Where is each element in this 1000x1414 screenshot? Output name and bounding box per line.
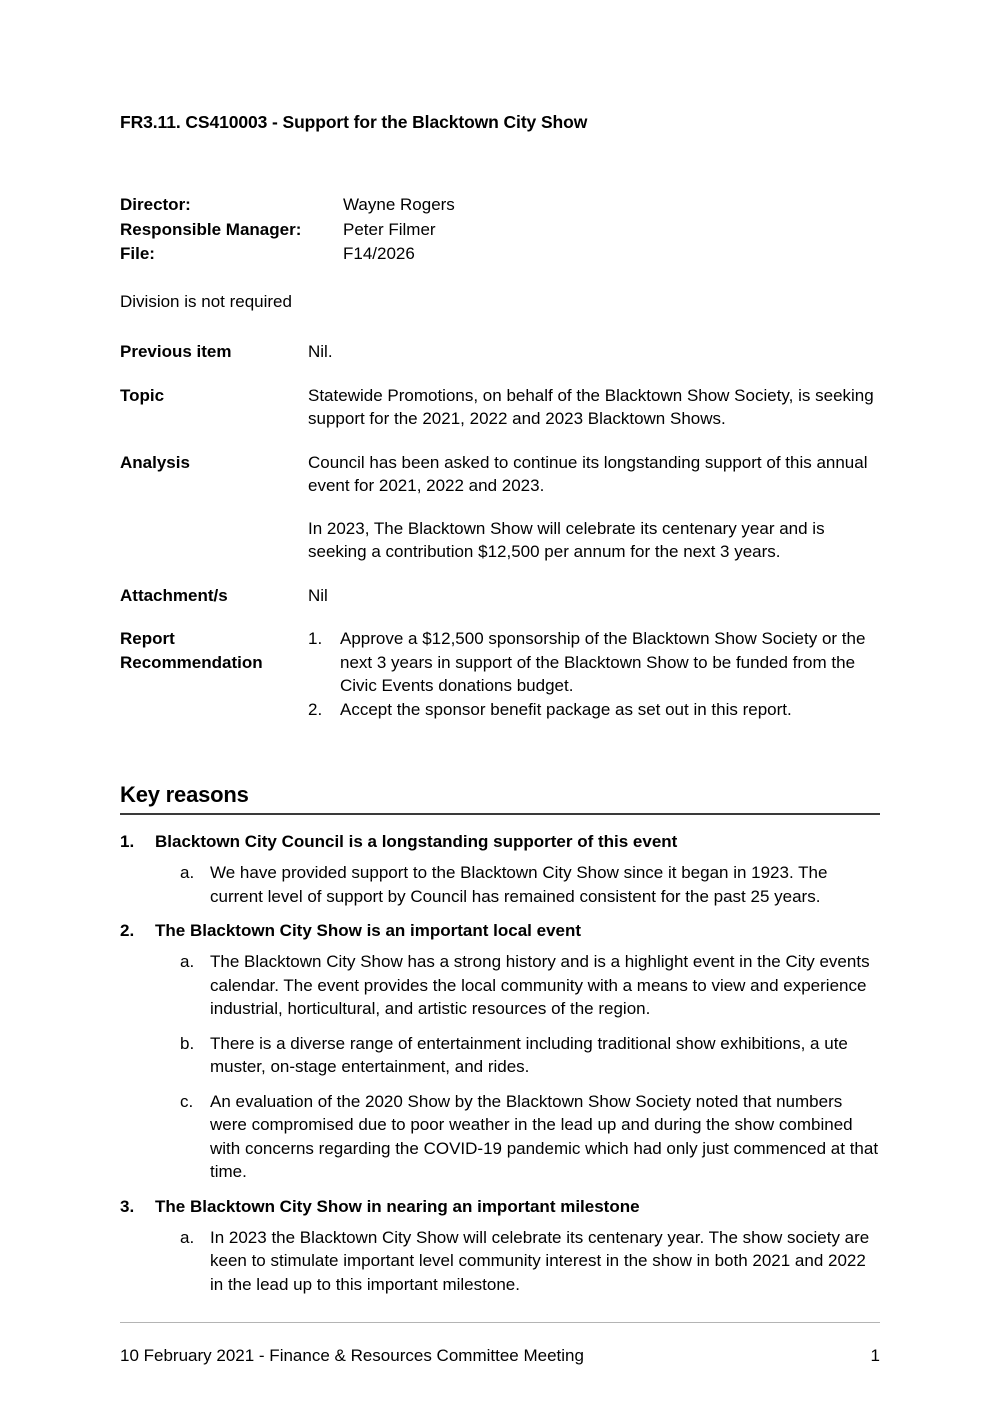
list-text: There is a diverse range of entertainment including traditional show exhibitions, a ute muster, on-stage entertainment, and rides. xyxy=(210,1033,848,1076)
list-item xyxy=(120,861,880,908)
key-reason-3 xyxy=(120,1195,880,1297)
meta-value-file: F14/2026 xyxy=(343,244,415,263)
field-body-report-recommendation xyxy=(308,627,880,721)
field-label-topic: Topic xyxy=(120,385,165,405)
meta-label-file: File: xyxy=(120,244,155,263)
field-paragraph: Nil xyxy=(308,585,328,605)
list-text: Blacktown City Council is a longstanding supporter of this event xyxy=(155,832,678,851)
field-label-analysis: Analysis xyxy=(120,452,190,472)
page-title: FR3.11. CS410003 - Support for the Blacktown City Show xyxy=(120,112,588,132)
field-attachments xyxy=(120,584,880,608)
section-heading-label: Key reasons xyxy=(120,782,249,807)
meta-row-file xyxy=(120,242,880,267)
meta-value-responsible-manager: Peter Filmer xyxy=(343,219,436,239)
field-list xyxy=(120,340,880,741)
field-previous-item xyxy=(120,340,880,364)
field-body-analysis xyxy=(308,451,880,564)
footer-meeting-label: 10 February 2021 - Finance & Resources Committee Meeting xyxy=(120,1346,584,1365)
field-paragraph: In 2023, The Blacktown Show will celebrate its centenary year and is seeking a contribution $12,500 per annum for the next 3 years. xyxy=(308,518,825,561)
list-marker: b. xyxy=(180,1033,195,1053)
meta-label-responsible-manager: Responsible Manager: xyxy=(120,219,302,239)
list-text: Accept the sponsor benefit package as set out in this report. xyxy=(340,699,792,719)
field-analysis xyxy=(120,451,880,564)
heading-divider xyxy=(120,813,880,815)
list-marker: a. xyxy=(180,863,195,882)
list-text: The Blacktown City Show in nearing an important milestone xyxy=(155,1196,640,1216)
recommendation-list xyxy=(308,627,880,721)
list-marker: 3. xyxy=(120,1196,135,1216)
list-item xyxy=(120,1090,880,1184)
meta-block xyxy=(120,193,880,267)
meta-label-director: Director: xyxy=(120,195,191,214)
list-marker: 2. xyxy=(120,921,135,940)
field-body-attachments xyxy=(308,584,880,608)
field-paragraph: Council has been asked to continue its longstanding support of this annual event for 2021, 2022 and 2023. xyxy=(308,452,868,495)
key-reason-sub-list xyxy=(120,1226,880,1297)
list-item xyxy=(308,627,880,698)
list-text: The Blacktown City Show has a strong history and is a highlight event in the City events calendar. The event provides the local community with a means to view and experience industrial, horticultural, and artistic resources of the region. xyxy=(210,952,870,1018)
footer-page-number: 1 xyxy=(870,1346,880,1365)
key-reason-heading xyxy=(120,1195,880,1219)
key-reason-heading xyxy=(120,830,880,854)
list-marker: a. xyxy=(180,1227,195,1247)
field-label-report-recommendation: Report Recommendation xyxy=(120,629,263,672)
list-marker: 2. xyxy=(308,699,323,719)
list-marker: c. xyxy=(180,1091,194,1111)
list-text: In 2023 the Blacktown City Show will celebrate its centenary year. The show society are keen to stimulate important level community interest in the show in both 2021 and 2022 in the lead up to this important milestone. xyxy=(210,1227,870,1294)
list-item xyxy=(120,1032,880,1079)
field-body-previous-item xyxy=(308,340,880,364)
list-marker: 1. xyxy=(308,629,323,648)
field-paragraph: Statewide Promotions, on behalf of the Blacktown Show Society, is seeking support for the 2021, 2022 and 2023 Blacktown Shows. xyxy=(308,385,874,428)
list-item xyxy=(120,1226,880,1297)
list-text: Approve a $12,500 sponsorship of the Blacktown Show Society or the next 3 years in support of the Blacktown Show to be funded from the Civic Events donations budget. xyxy=(340,629,866,695)
key-reason-1 xyxy=(120,830,880,908)
key-reason-sub-list xyxy=(120,950,880,1184)
field-topic xyxy=(120,384,880,431)
list-text: We have provided support to the Blacktown City Show since it began in 1923. The current level of support by Council has remained consistent for the past 25 years. xyxy=(210,863,828,906)
key-reasons-list xyxy=(120,830,880,1307)
meta-row-director xyxy=(120,193,880,218)
list-marker: a. xyxy=(180,952,195,971)
field-label-previous-item: Previous item xyxy=(120,342,232,361)
key-reason-2 xyxy=(120,919,880,1184)
key-reason-sub-list xyxy=(120,861,880,908)
list-item xyxy=(308,698,880,722)
division-note: Division is not required xyxy=(120,292,292,311)
field-body-topic xyxy=(308,384,880,431)
field-label-attachments: Attachment/s xyxy=(120,585,228,605)
list-marker: 1. xyxy=(120,832,135,851)
list-text: An evaluation of the 2020 Show by the Blacktown Show Society noted that numbers were compromised due to poor weather in the lead up and during the show combined with concerns regarding the COVID-19 pandemic which had only just commenced at that time. xyxy=(210,1091,879,1181)
page-footer xyxy=(120,1346,880,1366)
footer-divider xyxy=(120,1322,880,1323)
key-reason-heading xyxy=(120,919,880,943)
meta-value-director: Wayne Rogers xyxy=(343,195,455,214)
section-heading-key-reasons xyxy=(120,782,880,815)
field-paragraph: Nil. xyxy=(308,342,333,361)
field-report-recommendation xyxy=(120,627,880,721)
list-item xyxy=(120,950,880,1021)
list-text: The Blacktown City Show is an important local event xyxy=(155,921,582,940)
meta-row-responsible-manager xyxy=(120,218,880,243)
